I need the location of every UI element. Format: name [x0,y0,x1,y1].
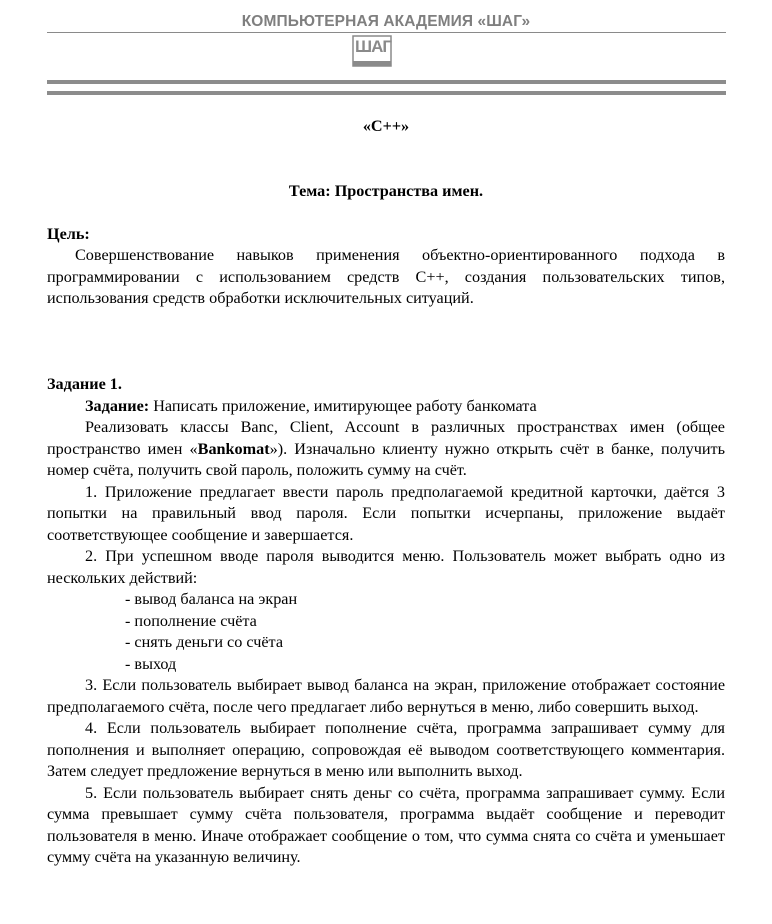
menu-item-deposit: - пополнение счёта [125,611,257,630]
step-2: 2. При успешном вводе пароля выводится меню. Пользователь может выбрать одно из нескольких действий: [47,547,725,587]
header-divider-thick-1 [47,80,726,84]
task-heading: Задание 1. [47,375,122,393]
menu-item-withdraw: - снять деньги со счёта [125,633,284,651]
step-1: 1. Приложение предлагает ввести пароль предполагаемой кредитной карточки, даётся 3 попытки на правильный ввод пароля. Если попытки исчерпаны, приложение выдаёт соответствующее сообщение и завершается. [47,482,725,544]
institution-header: КОМПЬЮТЕРНАЯ АКАДЕМИЯ «ШАГ» [241,13,531,30]
spacer [47,138,725,181]
header-divider-thick-2 [47,91,726,95]
shag-logo [352,33,392,69]
document-body [47,116,725,869]
task-line [47,396,725,418]
task-text: Написать приложение, имитирующее работу банкомата [149,396,537,415]
intro-part-2: »). Изначально клиенту нужно открыть счёт в банке, получить номер счёта, получить свой пароль, положить сумму на счёт. [47,439,725,479]
goal-label: Цель: [47,224,90,243]
task-label: Задание: [85,396,150,415]
intro-part-1: Реализовать классы Banc, Client, Account в различных пространствах имен (общее пространство имен « [47,418,725,458]
step-4: 4. Если пользователь выбирает пополнение счёта, программа запрашивает сумму для пополнения и выполняет операцию, сопровождая её выводом соответствующего комментария. Затем следует предложение вернуться в меню или выполнить выход. [47,719,725,780]
goal-text: Совершенствование навыков применения объектно-ориентированного подхода в программировании с использованием средств С++, создания пользовательских типов, использования средств обработки исключительных ситуаций. [47,246,725,307]
step-5: 5. Если пользователь выбирает снять деньг со счёта, программа запрашивает сумму. Если сумма превышает сумму счёта пользователя, программа выдаёт сообщение и переводит пользователя в меню. Иначе отображает сообщение о том, что сумма снята со счёта и уменьшает сумму счёта на указанную величину. [47,783,725,866]
menu-item-exit: - выход [125,654,177,673]
menu-item-balance: - вывод баланса на экран [125,590,298,608]
step-3: 3. Если пользователь выбирает вывод баланса на экран, приложение отображает состояние предполагаемого счёта, после чего предлагает либо вернуться в меню, либо совершить выход. [47,676,725,716]
spacer [47,310,725,375]
spacer [47,202,725,224]
topic-title: Тема: Пространства имен. [288,181,484,200]
logo-text: ШАГ [355,37,391,56]
course-title: «С++» [362,117,410,135]
namespace-name: Bankomat [197,439,270,458]
task-intro [47,417,725,482]
